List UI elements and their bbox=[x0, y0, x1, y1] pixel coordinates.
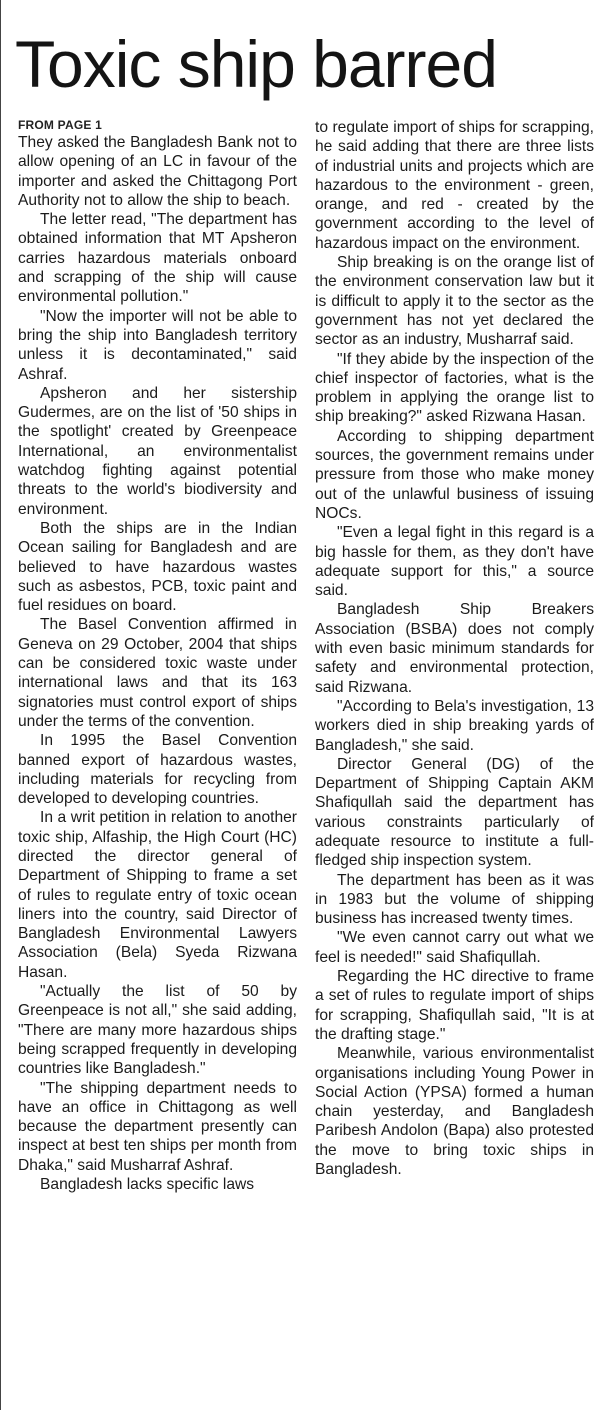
paragraph: The letter read, "The department has obtained information that MT Apsheron carries hazardous materials onboard and scrapping of the ship will cause environmental pollution." bbox=[18, 211, 297, 306]
paragraph: Bangladesh lacks specific laws bbox=[40, 1176, 255, 1194]
paragraph: "Actually the list of 50 by Greenpeace is not all," she said adding, "There are many more hazardous ships being scrapped frequently in developing countries like Bangladesh." bbox=[18, 983, 297, 1078]
paragraph: Regarding the HC directive to frame a set of rules to regulate import of ships for scrapping, Shafiqullah said, "It is at the drafting stage." bbox=[315, 968, 594, 1043]
article-column-left bbox=[18, 118, 297, 1194]
paragraph: "The shipping department needs to have an office in Chittagong as well because the department presently can inspect at best ten ships per month from Dhaka," said Musharraf Ashraf. bbox=[18, 1079, 297, 1174]
paragraph: In 1995 the Basel Convention banned export of hazardous wastes, including materials for recycling from developed to developing countries. bbox=[18, 732, 297, 808]
paragraph: In a writ petition in relation to another toxic ship, Alfaship, the High Court (HC) directed the director general of Department of Shipping to frame a set of rules to regulate entry of toxic ocean liners into the country, said Director of Bangladesh Environmental Lawyers Association (Bela) Syeda Rizwana Hasan. bbox=[18, 809, 297, 981]
paragraph: According to shipping department sources, the government remains under pressure from those who make money out of the unlawful business of issuing NOCs. bbox=[315, 427, 594, 522]
paragraph-continuation: to regulate import of ships for scrapping, he said adding that there are three lists of industrial units and projects which are hazardous to the environment - green, orange, and red - created by the government according to the level of hazardous impact on the environment. bbox=[315, 119, 594, 252]
paragraph: Ship breaking is on the orange list of the environment conservation law but it is difficult to apply it to the sector as the government has not yet declared the sector as an industry, Musharraf said. bbox=[315, 254, 594, 349]
paragraph: Meanwhile, various environmentalist organisations including Young Power in Social Action (YPSA) formed a human chain yesterday, and Bangladesh Paribesh Andolon (Bapa) also protested the move to bring toxic ships in Bangladesh. bbox=[315, 1045, 594, 1179]
paragraph: Apsheron and her sistership Gudermes, are on the list of '50 ships in the spotlight' created by Greenpeace International, an environmentalist watchdog fighting against potential threats to the world's biodiversity and environment. bbox=[18, 384, 297, 518]
paragraph: "We even cannot carry out what we feel is needed!" said Shafiqullah. bbox=[315, 929, 594, 966]
paragraph: Both the ships are in the Indian Ocean sailing for Bangladesh and are believed to have hazardous wastes such as asbestos, PCB, toxic paint and fuel residues on board. bbox=[18, 519, 297, 615]
kicker: FROM PAGE 1 bbox=[18, 118, 102, 132]
article-column-right bbox=[315, 118, 594, 1179]
headline: Toxic ship barred bbox=[15, 27, 497, 101]
paragraph: The Basel Convention affirmed in Geneva on 29 October, 2004 that ships can be considered toxic waste under international laws and that its 163 signatories must control export of ships under the terms of the convention. bbox=[18, 616, 297, 730]
paragraph: "Even a legal fight in this regard is a big hassle for them, as they don't have adequate support for this," a source said. bbox=[315, 524, 594, 600]
paragraph: Bangladesh Ship Breakers Association (BSBA) does not comply with even basic minimum standards for safety and environmental protection, said Rizwana. bbox=[315, 601, 594, 696]
paragraph: "According to Bela's investigation, 13 workers died in ship breaking yards of Bangladesh," she said. bbox=[315, 697, 594, 754]
paragraph: Director General (DG) of the Department of Shipping Captain AKM Shafiqullah said the department has various constraints particularly of adequate resource to institute a full-fledged ship inspection system. bbox=[315, 755, 594, 870]
paragraph: They asked the Bangladesh Bank not to allow opening of an LC in favour of the importer and asked the Chittagong Port Authority not to allow the ship to beach. bbox=[18, 134, 297, 209]
paragraph: "If they abide by the inspection of the chief inspector of factories, what is the problem in applying the orange list to ship breaking?" asked Rizwana Hasan. bbox=[315, 350, 594, 426]
paragraph: The department has been as it was in 1983 but the volume of shipping business has increased twenty times. bbox=[315, 871, 594, 928]
paragraph: "Now the importer will not be able to bring the ship into Bangladesh territory unless it is decontaminated," said Ashraf. bbox=[18, 307, 297, 383]
